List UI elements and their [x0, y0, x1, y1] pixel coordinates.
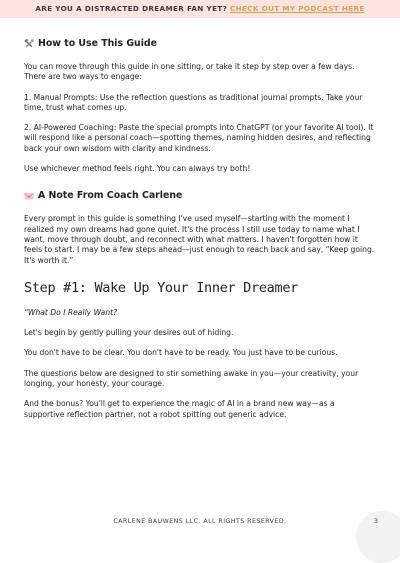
how-to-paragraph: 1. Manual Prompts: Use the reflection questions as traditional journal prompts. Take your time, trust what comes up. [24, 92, 363, 112]
step-title: Step #1: Wake Up Your Inner Dreamer [24, 279, 298, 296]
step-subtitle: “What Do I Really Want? [24, 307, 118, 317]
how-to-heading-text: How to Use This Guide [38, 38, 157, 49]
step-paragraph: And the bonus? You'll get to experience the magic of AI in a brand new way—as a supportive reflection partner, not a robot spitting out generic advice. [24, 399, 335, 419]
page-content [24, 38, 376, 430]
love-letter-icon [24, 191, 34, 201]
banner-text: ARE YOU A DISTRACTED DREAMER FAN YET? [35, 4, 228, 13]
note-paragraph: Every prompt in this guide is something I've used myself—starting with the moment I realized my own dreams had gone quiet. It's the process I still use today to name what I want, move through doubt, and reconnect with what matters. I haven't forgotten how it feels to start. I may be a few steps ahead—just enough to reach back and say, “Keep going. It's worth it.” [24, 214, 375, 265]
note-heading [24, 190, 376, 202]
page-number: 3 [373, 517, 378, 525]
step-paragraph: You don't have to be clear. You don't have to be ready. You just have to be curious. [24, 348, 338, 358]
step-paragraph: The questions below are designed to stir something awake in you—your creativity, your longing, your honesty, your courage. [24, 368, 359, 389]
step-paragraph: Let's begin by gently pulling your desires out of hiding. [24, 328, 234, 338]
how-to-paragraph: You can move through this guide in one sitting, or take it step by step over a few days. There are two ways to engage: [24, 62, 355, 82]
how-to-heading [24, 38, 376, 50]
hammer-wrench-icon [24, 39, 34, 49]
top-banner [0, 0, 400, 18]
how-to-paragraph: Use whichever method feels right. You can always try both! [24, 164, 251, 174]
how-to-paragraph: 2. AI-Powered Coaching: Paste the special prompts into ChatGPT (or your favorite AI tool). It will respond like a personal coach—spotting themes, naming hidden desires, and reflecting back your own wisdom with clarity and kindness. [24, 123, 374, 153]
note-heading-text: A Note From Coach Carlene [38, 190, 183, 202]
footer-copyright: CARLENE BAUWENS LLC. ALL RIGHTS RESERVED. [113, 518, 287, 525]
podcast-link[interactable]: CHECK OUT MY PODCAST HERE [229, 4, 365, 13]
